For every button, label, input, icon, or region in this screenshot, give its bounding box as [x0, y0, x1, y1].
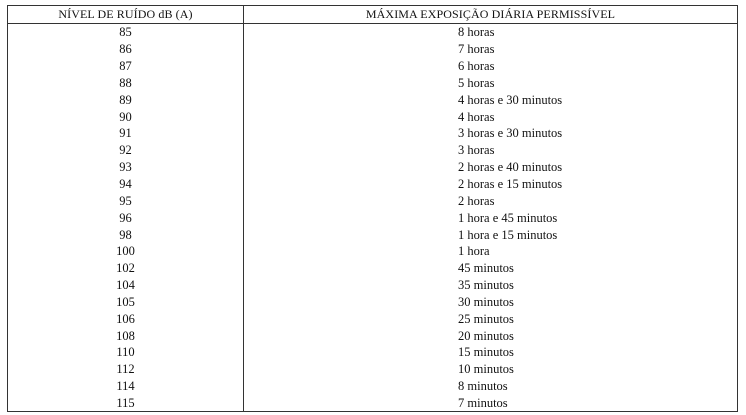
noise-level-cell: 94 — [8, 176, 244, 193]
table-row — [8, 226, 738, 243]
max-exposure-cell: 45 minutos — [244, 260, 738, 277]
table-row — [8, 260, 738, 277]
noise-level-cell: 108 — [8, 327, 244, 344]
max-exposure-cell: 8 minutos — [244, 378, 738, 395]
max-exposure-cell: 1 hora — [244, 243, 738, 260]
max-exposure-cell: 2 horas — [244, 192, 738, 209]
max-exposure-cell: 1 hora e 15 minutos — [244, 226, 738, 243]
max-exposure-cell: 30 minutos — [244, 294, 738, 311]
noise-level-cell: 96 — [8, 209, 244, 226]
table-row — [8, 310, 738, 327]
table-row — [8, 125, 738, 142]
table-header — [8, 6, 738, 24]
noise-level-cell: 93 — [8, 159, 244, 176]
max-exposure-cell: 7 horas — [244, 41, 738, 58]
header-row — [8, 6, 738, 24]
noise-level-cell: 104 — [8, 277, 244, 294]
table-row — [8, 176, 738, 193]
table-row — [8, 277, 738, 294]
table-row — [8, 327, 738, 344]
table-row — [8, 209, 738, 226]
noise-level-cell: 85 — [8, 24, 244, 41]
column-header-max-exposure: MÁXIMA EXPOSIÇÃO DIÁRIA PERMISSÍVEL — [244, 6, 738, 24]
max-exposure-cell: 6 horas — [244, 58, 738, 75]
max-exposure-cell: 4 horas — [244, 108, 738, 125]
noise-exposure-table-container — [7, 5, 737, 412]
noise-level-cell: 98 — [8, 226, 244, 243]
max-exposure-cell: 3 horas e 30 minutos — [244, 125, 738, 142]
max-exposure-cell: 5 horas — [244, 75, 738, 92]
max-exposure-cell: 4 horas e 30 minutos — [244, 91, 738, 108]
column-header-noise-level: NÍVEL DE RUÍDO dB (A) — [8, 6, 244, 24]
noise-level-cell: 102 — [8, 260, 244, 277]
max-exposure-cell: 25 minutos — [244, 310, 738, 327]
max-exposure-cell: 2 horas e 15 minutos — [244, 176, 738, 193]
noise-level-cell: 88 — [8, 75, 244, 92]
noise-level-cell: 115 — [8, 395, 244, 412]
table-row — [8, 344, 738, 361]
noise-level-cell: 86 — [8, 41, 244, 58]
table-row — [8, 294, 738, 311]
noise-level-cell: 90 — [8, 108, 244, 125]
max-exposure-cell: 1 hora e 45 minutos — [244, 209, 738, 226]
table-row — [8, 108, 738, 125]
table-row — [8, 243, 738, 260]
table-row — [8, 75, 738, 92]
table-row — [8, 361, 738, 378]
max-exposure-cell: 2 horas e 40 minutos — [244, 159, 738, 176]
table-row — [8, 58, 738, 75]
table-body — [8, 24, 738, 412]
noise-level-cell: 87 — [8, 58, 244, 75]
noise-level-cell: 92 — [8, 142, 244, 159]
noise-level-cell: 91 — [8, 125, 244, 142]
noise-level-cell: 89 — [8, 91, 244, 108]
noise-level-cell: 105 — [8, 294, 244, 311]
noise-level-cell: 106 — [8, 310, 244, 327]
max-exposure-cell: 15 minutos — [244, 344, 738, 361]
max-exposure-cell: 7 minutos — [244, 395, 738, 412]
noise-level-cell: 112 — [8, 361, 244, 378]
table-row — [8, 24, 738, 41]
max-exposure-cell: 35 minutos — [244, 277, 738, 294]
table-row — [8, 91, 738, 108]
max-exposure-cell: 8 horas — [244, 24, 738, 41]
noise-level-cell: 95 — [8, 192, 244, 209]
table-row — [8, 142, 738, 159]
table-row — [8, 395, 738, 412]
table-row — [8, 159, 738, 176]
max-exposure-cell: 20 minutos — [244, 327, 738, 344]
table-row — [8, 41, 738, 58]
table-row — [8, 378, 738, 395]
noise-exposure-table — [7, 5, 738, 412]
noise-level-cell: 114 — [8, 378, 244, 395]
noise-level-cell: 110 — [8, 344, 244, 361]
max-exposure-cell: 10 minutos — [244, 361, 738, 378]
noise-level-cell: 100 — [8, 243, 244, 260]
table-row — [8, 192, 738, 209]
max-exposure-cell: 3 horas — [244, 142, 738, 159]
